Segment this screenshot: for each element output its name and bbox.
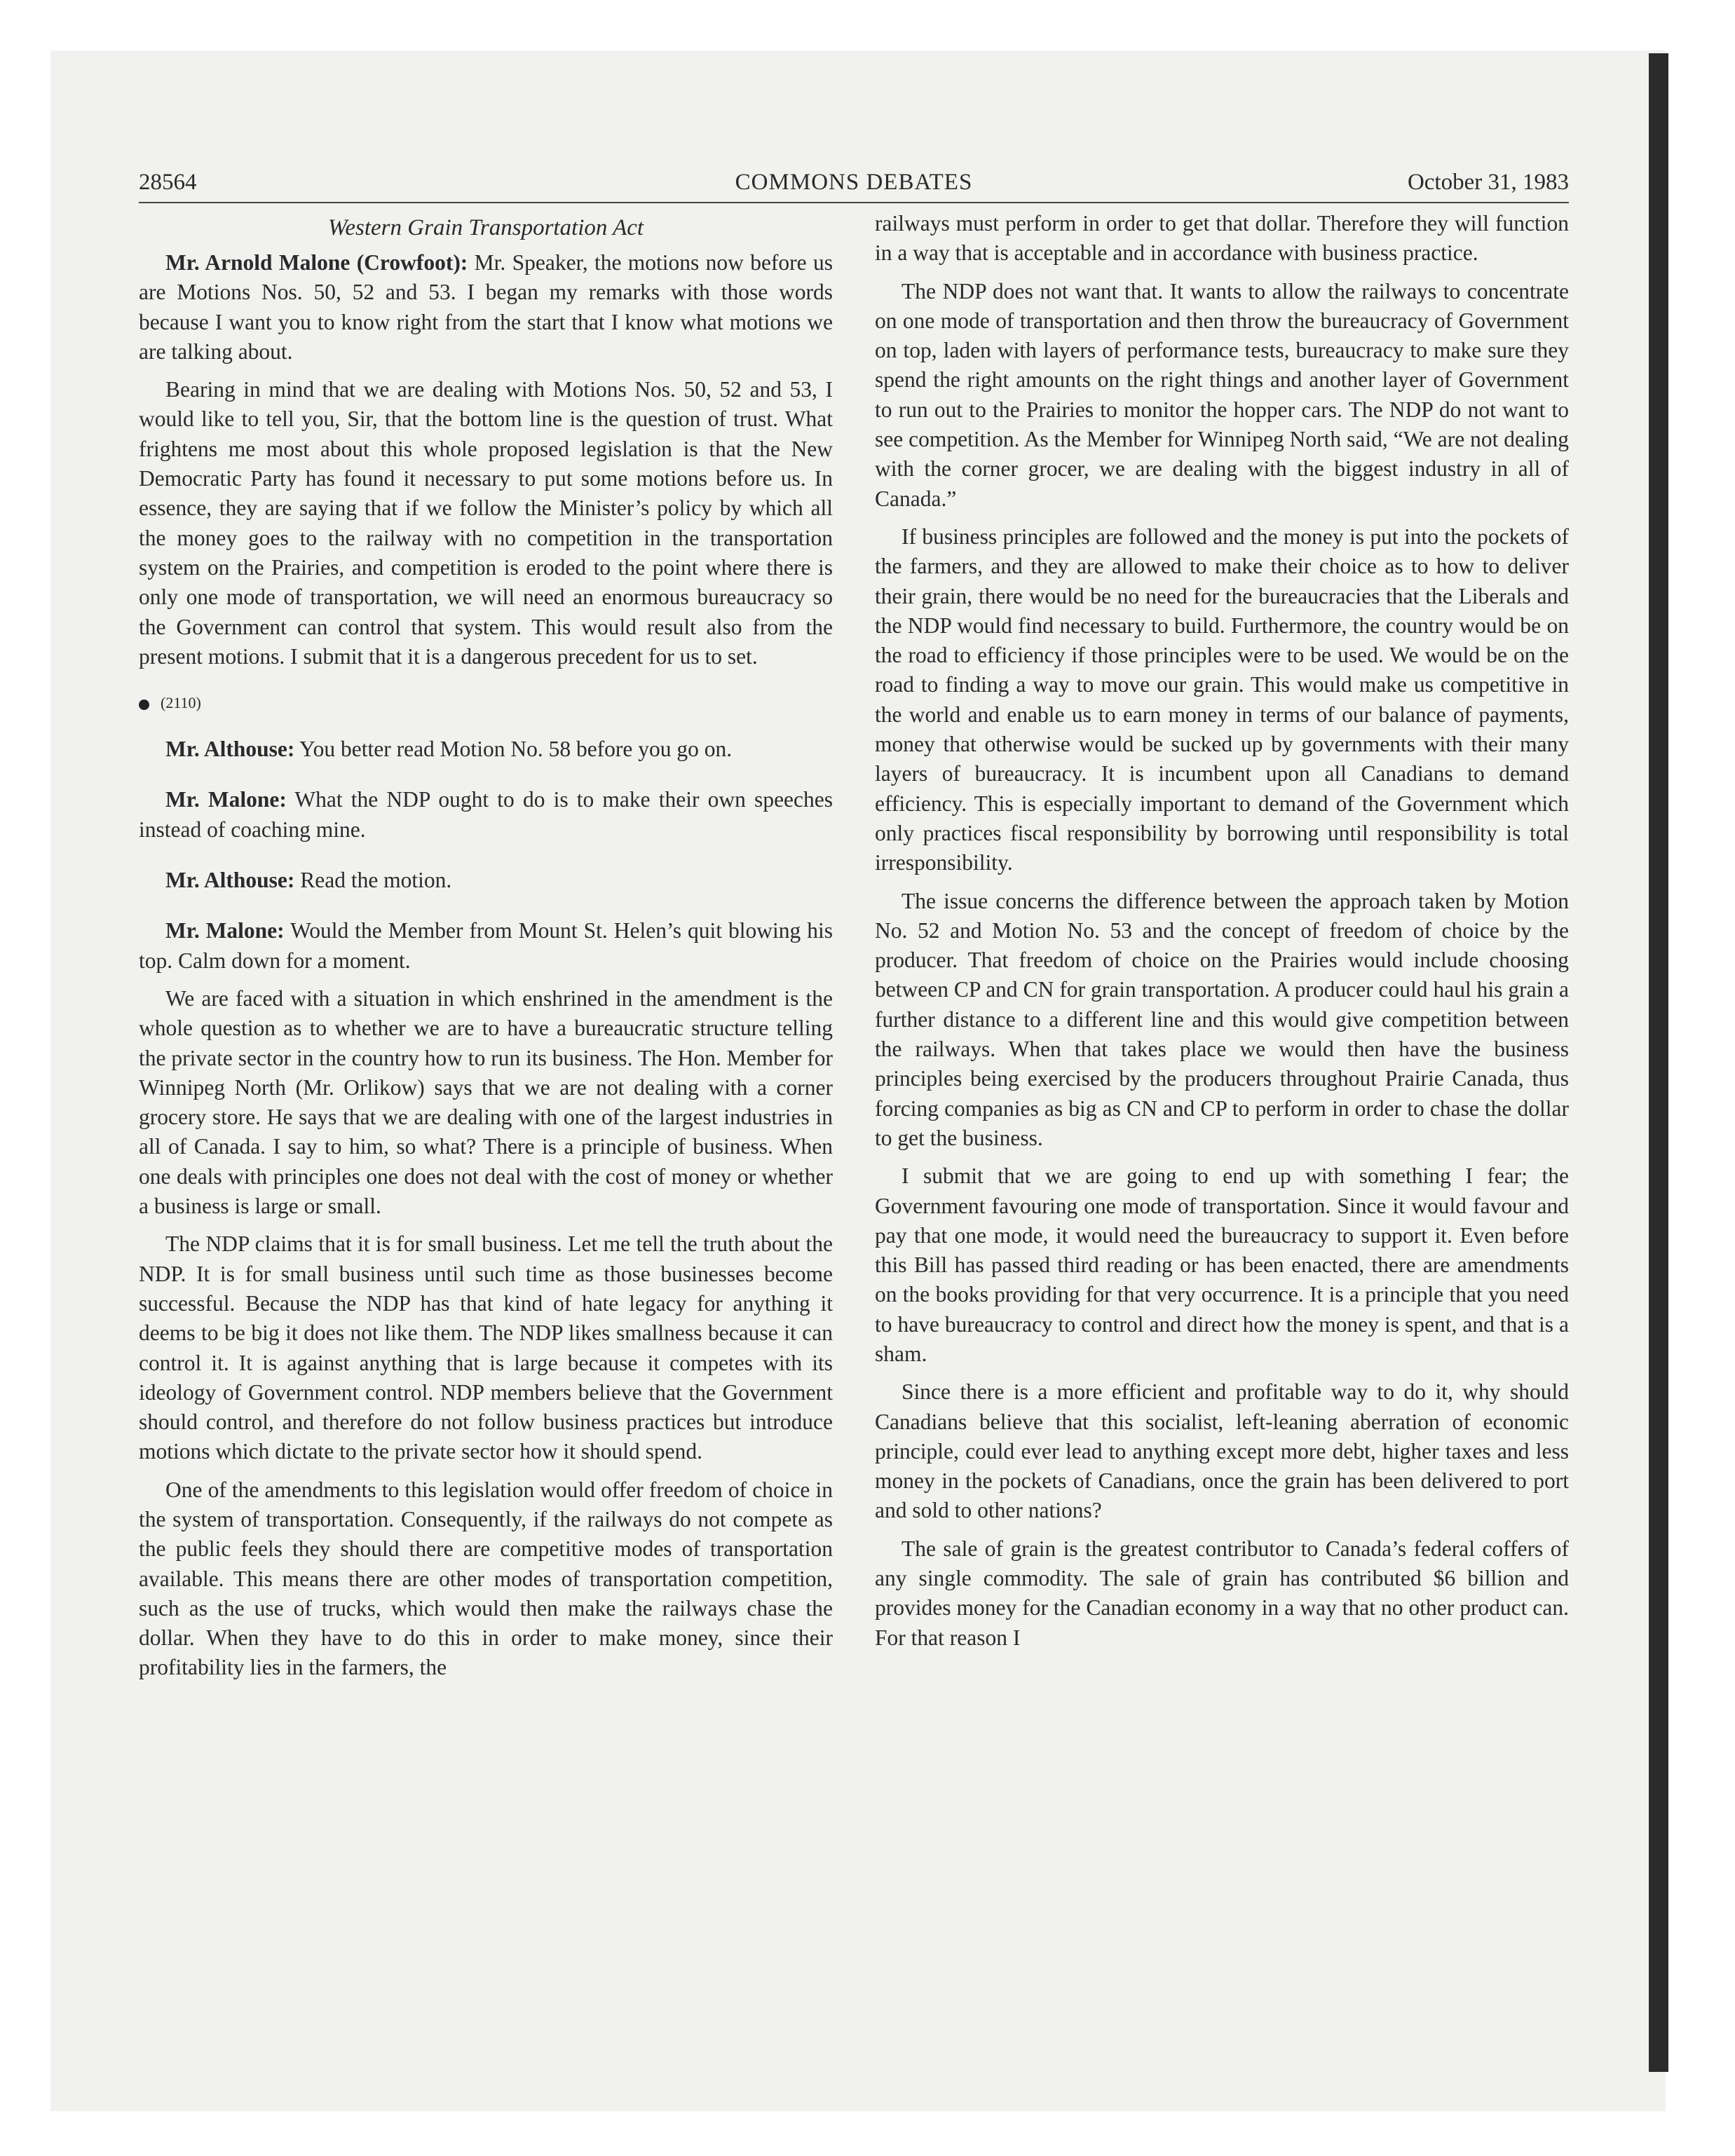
left-column <box>139 209 833 1691</box>
paragraph <box>139 735 833 764</box>
publication-date: October 31, 1983 <box>1407 170 1569 195</box>
paragraph-text: We are faced with a situation in which enshrined in the amendment is the whole question as to whether we are to have a bureaucratic structure telling the private sector in the country how to run its business. The Hon. Member for Winnipeg North (Mr. Orlikow) says that we are not dealing with a corner grocery store. He says that we are dealing with one of the largest industries in all of Canada. I say to him, so what? There is a principle of business. When one deals with principles one does not deal with the cost of money or whether a business is large or small. <box>139 985 833 1219</box>
left-paragraphs-after-marker <box>139 735 833 1683</box>
publication-title: COMMONS DEBATES <box>735 170 973 195</box>
scan-edge-shadow <box>1649 53 1668 2072</box>
paragraph-text: Mr. Speaker, the motions now before us are Motions Nos. 50, 52 and 53. I began my remarks with those words because I want you to know right from the start that I know what motions we are talking about. <box>139 250 833 364</box>
paragraph <box>139 984 833 1221</box>
paragraph-text: Since there is a more efficient and profitable way to do it, why should Canadians believe that this socialist, left-leaning aberration of economic principle, could ever lead to anything except more debt, higher taxes and less money in the pockets of Canadians, once the grain has been delivered to port and sold to other nations? <box>875 1379 1569 1523</box>
paragraph-text: What the NDP ought to do is to make their own speeches instead of coaching mine. <box>139 787 833 842</box>
paragraph <box>875 277 1569 514</box>
paragraph-text: railways must perform in order to get that dollar. Therefore they will function in a way that is acceptable and in accordance with business practice. <box>875 211 1569 266</box>
page-header <box>139 168 1569 203</box>
speaker-name: Mr. Althouse: <box>165 737 295 762</box>
speaker-name: Mr. Arnold Malone (Crowfoot): <box>165 250 468 275</box>
paragraph <box>875 1377 1569 1525</box>
bullet-icon <box>139 700 149 710</box>
speaker-name: Mr. Malone: <box>165 918 285 943</box>
paragraph <box>875 1534 1569 1653</box>
paragraph-text: The NDP does not want that. It wants to allow the railways to concentrate on one mode of transportation and then throw the bureaucracy of Government on top, laden with layers of performance tests, bureaucracy to make sure they spend the right amounts on the right things and another layer of Government to run out to the Prairies to monitor the hopper cars. The NDP do not want to see competition. As the Member for Winnipeg North said, “We are not dealing with the corner grocer, we are dealing with the biggest industry in all of Canada.” <box>875 278 1569 511</box>
time-marker-text: (2110) <box>161 694 201 712</box>
paragraph-text: I submit that we are going to end up with something I fear; the Government favouring one mode of transportation. Since it would favour and pay that one mode, it would need the bureaucracy to support it. Even before this Bill has passed third reading or has been enacted, there are amendments on the books providing for that very occurrence. It is a principle that you need to have bureaucracy to control and direct how the money is spent, and that is a sham. <box>875 1164 1569 1366</box>
paragraph-text: You better read Motion No. 58 before you go on. <box>294 737 733 762</box>
paragraph <box>139 785 833 845</box>
paragraph-text: One of the amendments to this legislation would offer freedom of choice in the system of transportation. Consequently, if the railways do not compete as the public feels they should there are competitive modes of transportation available. This means there are other modes of transportation competition, such as the use of trucks, which would then make the railways chase the dollar. When they have to do this in order to make money, since their profitability lies in the farmers, the <box>139 1477 833 1680</box>
paragraph <box>139 248 833 367</box>
paragraph-text: The sale of grain is the greatest contributor to Canada’s federal coffers of any single commodity. The sale of grain has contributed $6 billion and provides money for the Canadian economy in a way that no other product can. For that reason I <box>875 1536 1569 1650</box>
right-column <box>875 209 1569 1661</box>
paragraph <box>875 522 1569 878</box>
paragraph <box>139 916 833 976</box>
subject-heading: Western Grain Transportation Act <box>327 215 644 240</box>
speaker-name: Mr. Malone: <box>165 787 287 812</box>
page-number: 28564 <box>139 170 197 195</box>
paragraph <box>875 1161 1569 1369</box>
document-page <box>139 168 1569 1680</box>
paragraph-text: If business principles are followed and the money is put into the pockets of the farmers, and they are allowed to make their choice as to how to deliver their grain, there would be no need for the bureaucracies that the Liberals and the NDP would find necessary to build. Furthermore, the country would be on the road to efficiency if those principles were to be used. We would be on the road to finding a way to move our grain. This would make us competitive in the world and enable us to earn money in terms of our balance of payments, money that otherwise would be sucked up by governments with their many layers of bureaucracy. It is incumbent upon all Canadians to demand efficiency. This is especially important to demand of the Government which only practices fiscal responsibility by borrowing until responsibility is total irresponsibility. <box>875 524 1569 875</box>
left-paragraphs-before-marker <box>139 248 833 671</box>
paragraph <box>139 1229 833 1466</box>
paragraph-text: Bearing in mind that we are dealing with Motions Nos. 50, 52 and 53, I would like to tell you, Sir, that the bottom line is the question of trust. What frightens me most about this whole proposed legislation is that the New Democratic Party has found it necessary to put some motions before us. In essence, they are saying that if we follow the Minister’s policy by which all the money goes to the railway with no competition in the transportation system on the Prairies, and competition is eroded to the point where there is only one mode of transportation, we will need an enormous bureaucracy so the Government can control that system. This would result also from the present motions. I submit that it is a dangerous precedent for us to set. <box>139 377 833 669</box>
paragraph-text: The issue concerns the difference between the approach taken by Motion No. 52 and Motion No. 53 and the concept of freedom of choice by the producer. That freedom of choice on the Prairies would include choosing between CP and CN for grain transportation. A producer could haul his grain a further distance to a different line and this would give competition between the railways. When that takes place we would then have the business principles being exercised by the producers throughout Prairie Canada, thus forcing companies as big as CN and CP to perform in order to chase the dollar to get the business. <box>875 888 1569 1150</box>
time-marker <box>139 692 833 714</box>
paragraph-text: Read the motion. <box>294 868 452 893</box>
paragraph <box>875 209 1569 268</box>
paragraph-text: The NDP claims that it is for small business. Let me tell the truth about the NDP. It is for small business until such time as those businesses become successful. Because the NDP has that kind of hate legacy for anything it deems to be big it does not like them. The NDP likes smallness because it can control it. It is against anything that is large because it competes with its ideology of Government control. NDP members believe that the Government should control, and therefore do not follow business practices but introduce motions which dictate to the private sector how it should spend. <box>139 1231 833 1464</box>
paragraph <box>139 375 833 671</box>
paragraph <box>875 887 1569 1154</box>
paragraph-text: Would the Member from Mount St. Helen’s quit blowing his top. Calm down for a moment. <box>139 918 833 973</box>
paragraph <box>139 1475 833 1683</box>
speaker-name: Mr. Althouse: <box>165 868 295 893</box>
paragraph <box>139 866 833 895</box>
